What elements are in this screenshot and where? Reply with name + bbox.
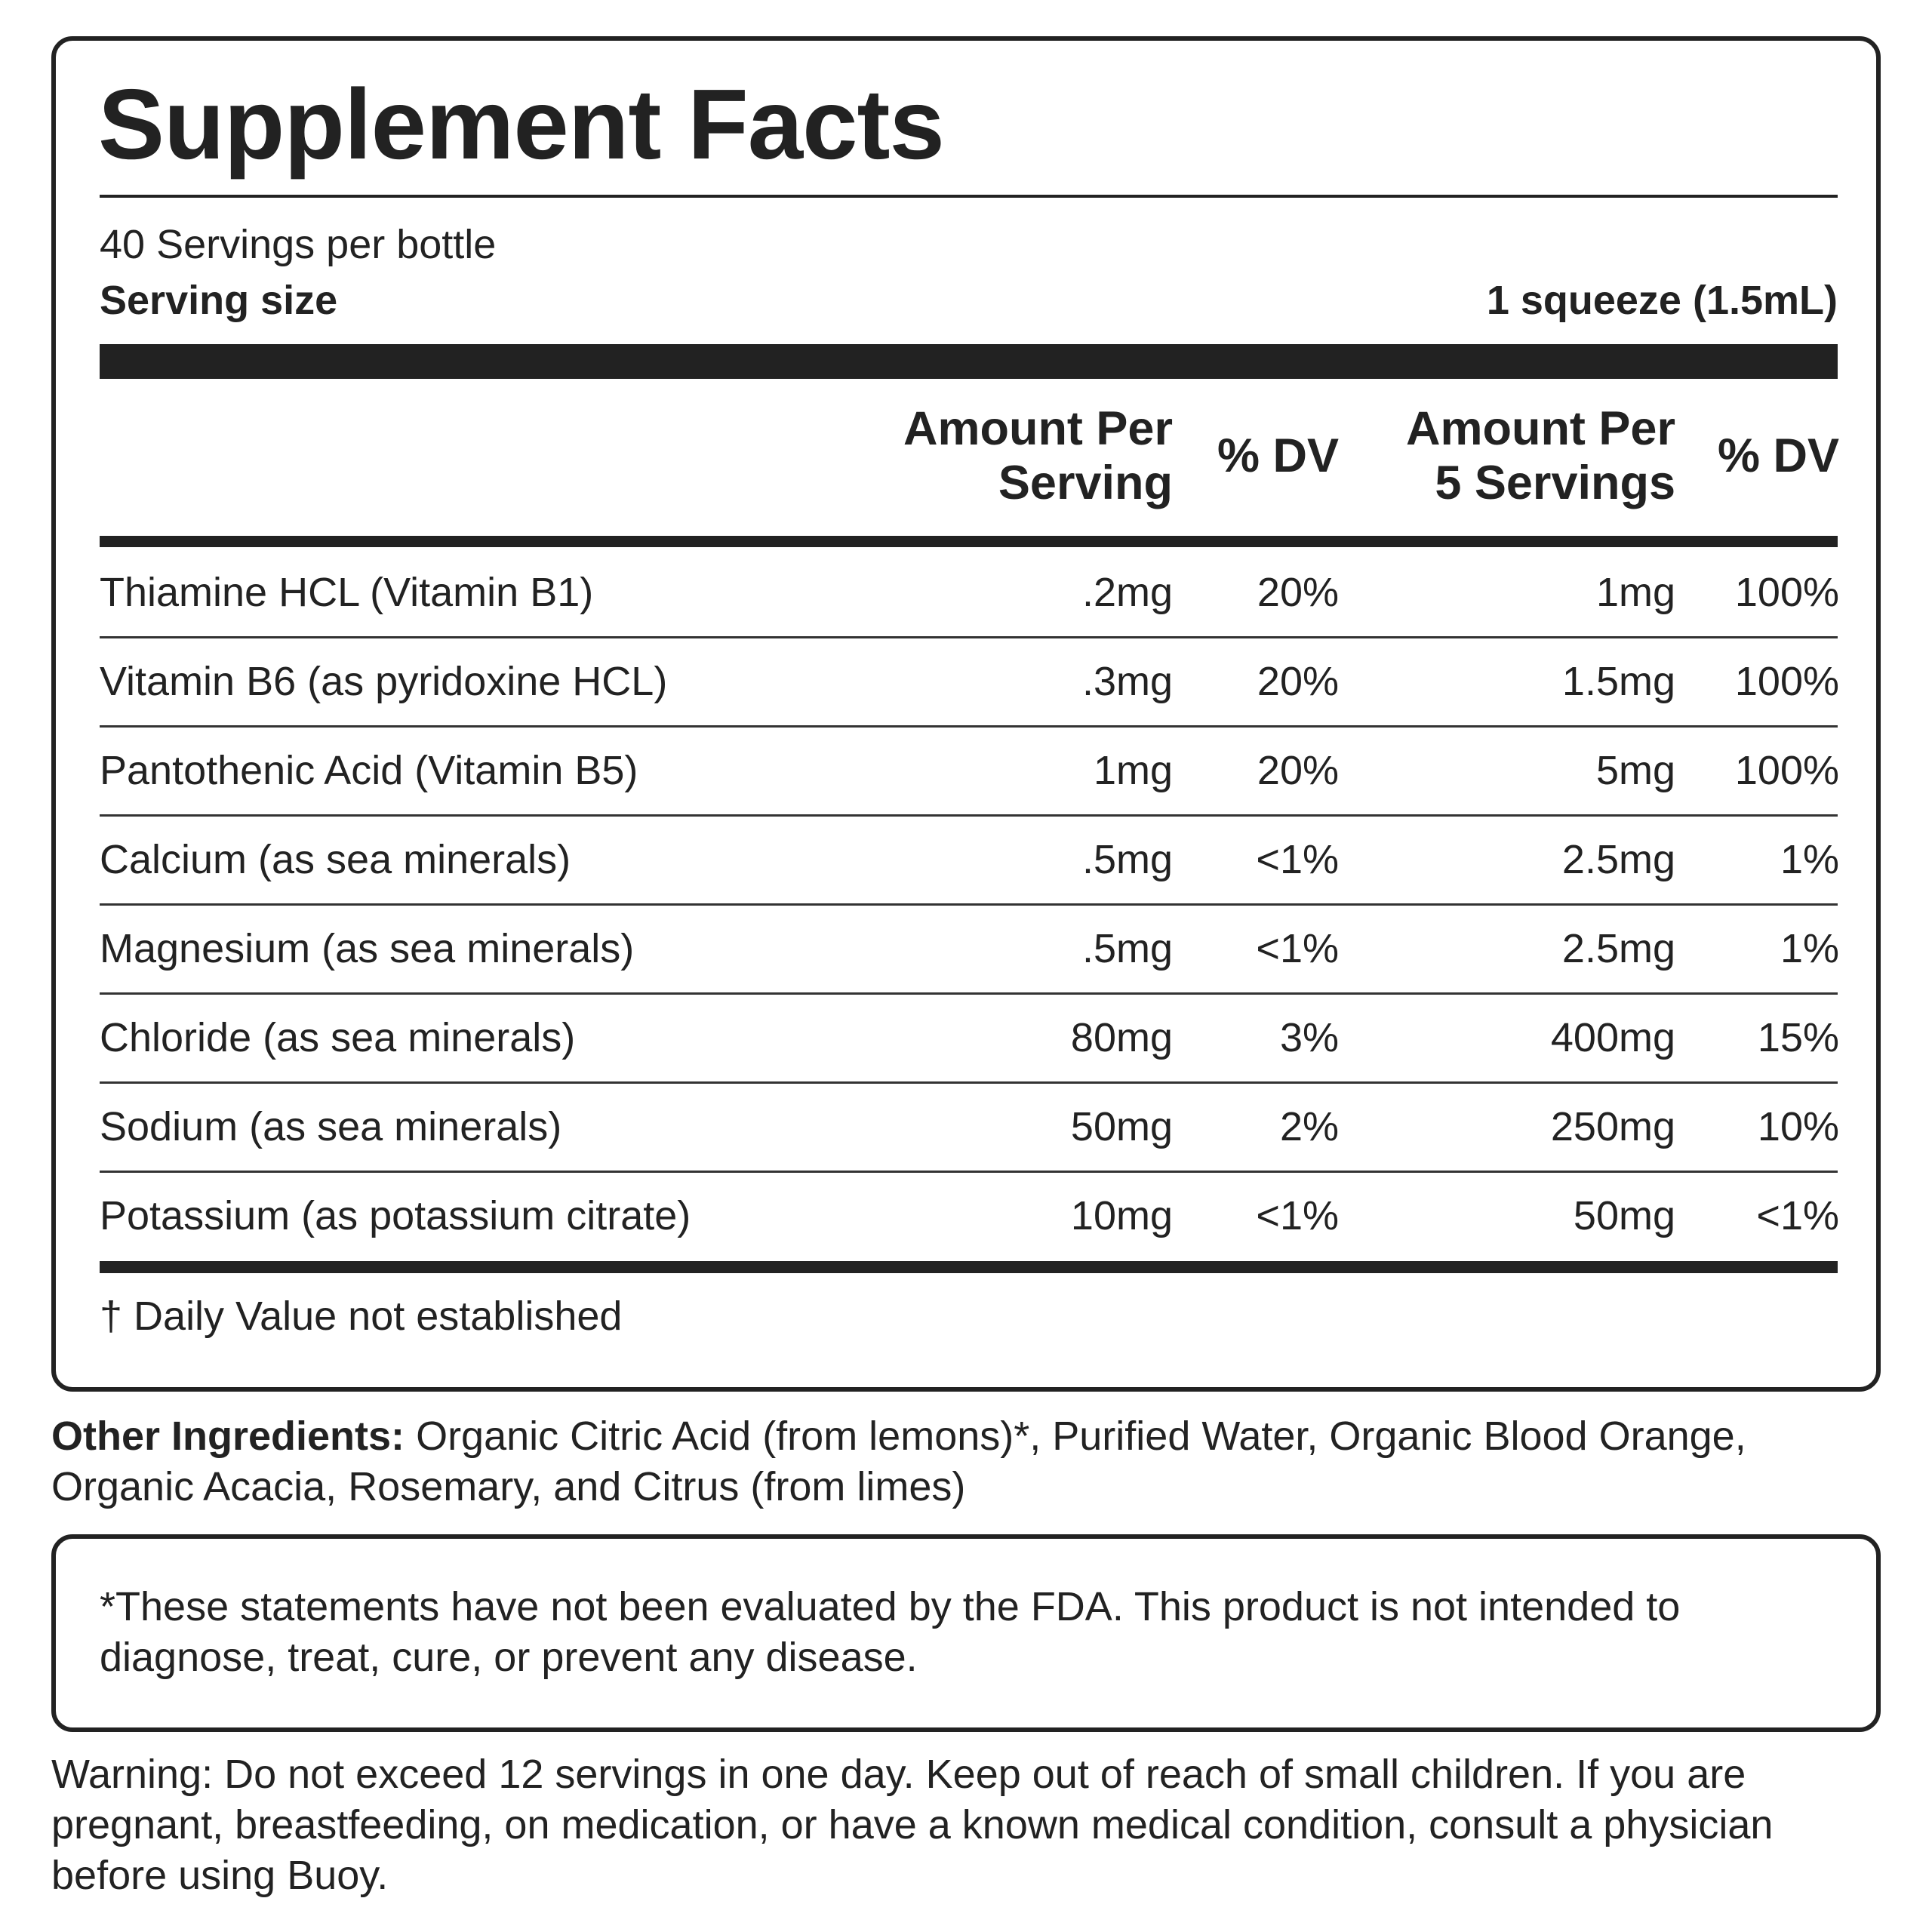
row-divider — [100, 1171, 1838, 1173]
serving-size-value: 1 squeeze (1.5mL) — [1486, 278, 1838, 323]
nutrient-amount: .5mg — [1081, 837, 1173, 882]
nutrient-amount: .3mg — [1081, 659, 1173, 704]
nutrient-amount-5-servings: 50mg — [1573, 1193, 1675, 1238]
row-divider — [100, 1081, 1838, 1084]
facts-title: Supplement Facts — [98, 69, 944, 180]
nutrient-dv-5-servings: 100% — [1734, 570, 1839, 615]
nutrient-dv-5-servings: 15% — [1757, 1015, 1839, 1060]
header-divider — [100, 536, 1838, 547]
nutrient-dv: <1% — [1256, 837, 1339, 882]
nutrient-name: Chloride (as sea minerals) — [100, 1015, 576, 1060]
other-ingredients-label: Other Ingredients: — [51, 1414, 405, 1459]
nutrient-amount-5-servings: 5mg — [1595, 748, 1675, 793]
row-divider — [100, 903, 1838, 906]
nutrient-dv: 20% — [1257, 570, 1339, 615]
fda-disclaimer: *These statements have not been evaluated by the FDA. This product is not intended to diagnose, treat, cure, or prevent any disease. — [100, 1584, 1681, 1680]
header-amount-per-5-servings: Amount Per 5 Servings — [1405, 402, 1675, 509]
header-amount-per-serving: Amount Per Serving — [903, 402, 1173, 509]
table-bottom-divider — [100, 1261, 1838, 1273]
nutrient-dv-5-servings: 10% — [1757, 1104, 1839, 1149]
nutrient-amount: 10mg — [1070, 1193, 1173, 1238]
nutrient-name: Calcium (as sea minerals) — [100, 837, 571, 882]
nutrient-dv-5-servings: 100% — [1734, 748, 1839, 793]
nutrient-dv-5-servings: 100% — [1734, 659, 1839, 704]
nutrient-dv: 3% — [1279, 1015, 1339, 1060]
row-divider — [100, 636, 1838, 638]
row-divider — [100, 814, 1838, 817]
nutrient-dv: <1% — [1256, 926, 1339, 971]
thick-divider — [100, 344, 1838, 379]
row-divider — [100, 992, 1838, 995]
nutrient-dv: 2% — [1279, 1104, 1339, 1149]
nutrient-amount-5-servings: 1.5mg — [1561, 659, 1675, 704]
nutrient-amount: .2mg — [1081, 570, 1173, 615]
nutrient-amount: .5mg — [1081, 926, 1173, 971]
warning-text: Warning: Do not exceed 12 servings in one day. Keep out of reach of small children. If you are pregnant, breastfeeding, on medication, or have a known medical condition, consult a physician before using Buoy. — [51, 1752, 1774, 1898]
servings-per-container: 40 Servings per bottle — [100, 222, 497, 267]
nutrient-amount: 80mg — [1070, 1015, 1173, 1060]
nutrient-dv-5-servings: 1% — [1780, 837, 1839, 882]
nutrient-amount: 1mg — [1093, 748, 1173, 793]
nutrient-dv: 20% — [1257, 659, 1339, 704]
nutrient-name: Magnesium (as sea minerals) — [100, 926, 635, 971]
nutrient-name: Potassium (as potassium citrate) — [100, 1193, 691, 1238]
nutrient-name: Pantothenic Acid (Vitamin B5) — [100, 748, 638, 793]
nutrient-amount: 50mg — [1070, 1104, 1173, 1149]
nutrient-dv-5-servings: 1% — [1780, 926, 1839, 971]
other-ingredients — [51, 1411, 1885, 1512]
nutrient-amount-5-servings: 2.5mg — [1561, 926, 1675, 971]
header-dv-per-serving: % DV — [1217, 429, 1339, 482]
nutrient-amount-5-servings: 400mg — [1550, 1015, 1675, 1060]
nutrient-dv: 20% — [1257, 748, 1339, 793]
nutrient-amount-5-servings: 1mg — [1595, 570, 1675, 615]
row-divider — [100, 725, 1838, 728]
nutrient-amount-5-servings: 250mg — [1550, 1104, 1675, 1149]
nutrient-name: Thiamine HCL (Vitamin B1) — [100, 570, 594, 615]
nutrient-name: Sodium (as sea minerals) — [100, 1104, 562, 1149]
nutrient-dv-5-servings: <1% — [1756, 1193, 1839, 1238]
serving-size-label: Serving size — [100, 278, 338, 323]
other-ingredients-text: Organic Citric Acid (from lemons)*, Purified Water, Organic Blood Orange, Organic Acacia, Rosemary, and Citrus (from limes) — [51, 1414, 1746, 1509]
daily-value-footnote: † Daily Value not established — [100, 1294, 623, 1339]
nutrient-dv: <1% — [1256, 1193, 1339, 1238]
header-dv-per-5-servings: % DV — [1717, 429, 1839, 482]
title-divider — [100, 195, 1838, 198]
nutrient-amount-5-servings: 2.5mg — [1561, 837, 1675, 882]
nutrient-name: Vitamin B6 (as pyridoxine HCL) — [100, 659, 668, 704]
